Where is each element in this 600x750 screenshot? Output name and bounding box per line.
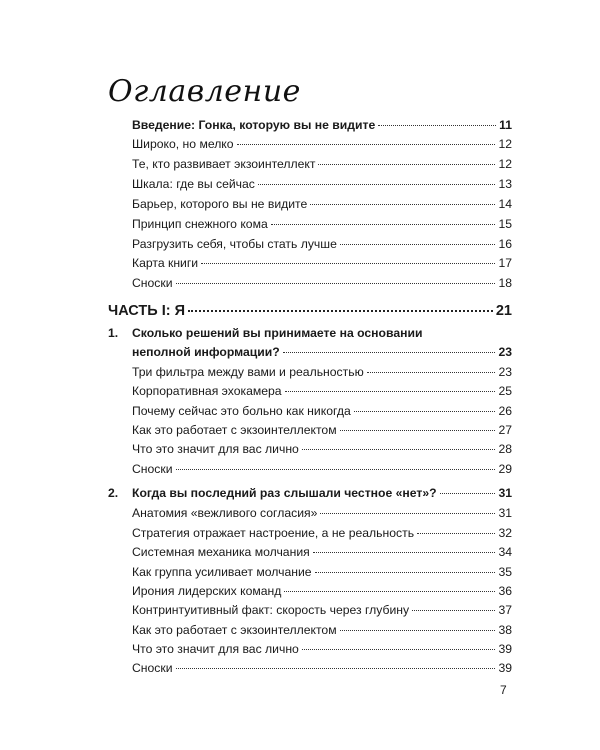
toc-entry-page: 35 — [498, 565, 512, 579]
toc-entry — [132, 660, 512, 676]
toc-entry — [132, 196, 512, 212]
toc-entry-page: 31 — [498, 506, 512, 520]
dot-leader — [285, 390, 496, 392]
toc-entry-title: Как это работает с экзоинтеллектом — [132, 623, 337, 637]
chapter-1-number: 1. — [108, 326, 119, 340]
toc-entry-title: Сноски — [132, 661, 173, 675]
toc-entry-title: Три фильтра между вами и реальностью — [132, 365, 364, 379]
dot-leader — [318, 163, 495, 165]
toc-entry-page: 39 — [498, 642, 512, 656]
toc-entry — [132, 641, 512, 657]
chapter-title: неполной информации? — [132, 345, 280, 359]
toc-entry-page: 38 — [498, 623, 512, 637]
dot-leader — [310, 203, 495, 205]
toc-entry-title: Сноски — [132, 276, 173, 290]
chapter-title: Когда вы последний раз слышали честное «нет»? — [132, 486, 437, 500]
chapter-2-title — [132, 485, 512, 501]
dot-leader — [176, 282, 496, 284]
chapter-title: Сколько решений вы принимаете на основании — [132, 326, 423, 340]
toc-entry — [132, 255, 512, 271]
toc-entry — [132, 544, 512, 560]
toc-entry — [132, 364, 512, 380]
dot-leader — [367, 371, 496, 373]
toc-entry-page: 39 — [498, 661, 512, 675]
toc-entry-title: Почему сейчас это больно как никогда — [132, 404, 351, 418]
toc-entry-page: 32 — [498, 526, 512, 540]
toc-entry-title: Корпоративная эхокамера — [132, 384, 282, 398]
dot-leader — [320, 512, 495, 514]
toc-entry-page: 26 — [498, 404, 512, 418]
toc-entry-title: Принцип снежного кома — [132, 217, 268, 231]
toc-entry-title: Как группа усиливает молчание — [132, 565, 312, 579]
toc-entry-title: Стратегия отражает настроение, а не реальность — [132, 526, 415, 540]
part-page: 21 — [495, 303, 512, 319]
toc-entry — [132, 564, 512, 580]
page-title: Оглавление — [108, 74, 301, 109]
toc-entry — [132, 216, 512, 232]
dot-leader — [354, 410, 496, 412]
toc-entry-page: 11 — [499, 118, 512, 132]
toc-entry-title: Разгрузить себя, чтобы стать лучше — [132, 237, 337, 251]
dot-leader — [176, 468, 496, 470]
toc-entry — [132, 383, 512, 399]
dot-leader — [283, 351, 496, 353]
chapter-2-number: 2. — [108, 486, 119, 500]
toc-entry-title: Сноски — [132, 462, 173, 476]
dot-leader — [440, 492, 496, 494]
toc-entry-title: Те, кто развивает экзоинтеллект — [132, 157, 316, 171]
toc-entry — [132, 461, 512, 477]
toc-entry-page: 29 — [498, 462, 512, 476]
toc-entry-page: 18 — [498, 276, 512, 290]
toc-entry-title: Системная механика молчания — [132, 545, 310, 559]
toc-entry-page: 16 — [498, 237, 512, 251]
toc-entry-page: 14 — [498, 197, 512, 211]
toc-part-1 — [108, 303, 512, 319]
dot-leader — [340, 629, 496, 631]
toc-entry — [132, 505, 512, 521]
toc-entry — [132, 156, 512, 172]
dot-leader — [237, 143, 496, 145]
toc-entry-intro — [132, 117, 512, 133]
toc-entry-title: Как это работает с экзоинтеллектом — [132, 423, 337, 437]
page-number: 7 — [500, 683, 507, 697]
toc-entry — [132, 422, 512, 438]
chapter-1-title-line1 — [132, 325, 512, 341]
toc-entry-title: Что это значит для вас лично — [132, 642, 299, 656]
toc-entry-page: 23 — [498, 365, 512, 379]
toc-entry — [132, 275, 512, 291]
toc-entry-page: 36 — [498, 584, 512, 598]
dot-leader — [271, 223, 496, 225]
dot-leader — [284, 590, 495, 592]
toc-entry-title: Введение: Гонка, которую вы не видите — [132, 118, 376, 132]
toc-entry-title: Шкала: где вы сейчас — [132, 177, 255, 191]
dot-leader — [340, 429, 496, 431]
toc-entry — [132, 403, 512, 419]
toc-entry-title: Что это значит для вас лично — [132, 442, 299, 456]
toc-entry-page: 13 — [498, 177, 512, 191]
toc-entry — [132, 176, 512, 192]
chapter-page: 23 — [498, 345, 512, 359]
toc-entry-title: Контринтуитивный факт: скорость через глубину — [132, 603, 410, 617]
toc-entry-page: 28 — [498, 442, 512, 456]
toc-entry — [132, 136, 512, 152]
toc-entry-page: 17 — [498, 256, 512, 270]
toc-entry-page: 27 — [498, 423, 512, 437]
toc-entry-page: 25 — [498, 384, 512, 398]
toc-entry-title: Широко, но мелко — [132, 137, 234, 151]
toc-entry-page: 15 — [498, 217, 512, 231]
toc-entry — [132, 441, 512, 457]
dot-leader — [188, 309, 493, 312]
toc-entry-page: 12 — [498, 157, 512, 171]
dot-leader — [201, 262, 495, 264]
dot-leader — [378, 124, 496, 126]
toc-entry — [132, 525, 512, 541]
dot-leader — [340, 243, 496, 245]
toc-entry-title: Карта книги — [132, 256, 199, 270]
dot-leader — [313, 551, 496, 553]
chapter-1-title-line2 — [132, 344, 512, 360]
toc-entry — [132, 622, 512, 638]
toc-entry — [132, 602, 512, 618]
toc-entry — [132, 236, 512, 252]
toc-entry-page: 12 — [498, 137, 512, 151]
toc-entry — [132, 583, 512, 599]
toc-entry-title: Барьер, которого вы не видите — [132, 197, 308, 211]
dot-leader — [412, 609, 495, 611]
dot-leader — [176, 667, 496, 669]
toc-entry-title: Ирония лидерских команд — [132, 584, 282, 598]
dot-leader — [258, 183, 496, 185]
dot-leader — [315, 571, 496, 573]
dot-leader — [302, 448, 496, 450]
toc-entry-page: 37 — [498, 603, 512, 617]
chapter-page: 31 — [498, 486, 512, 500]
dot-leader — [302, 648, 496, 650]
dot-leader — [417, 532, 495, 534]
toc-entry-page: 34 — [498, 545, 512, 559]
part-title: ЧАСТЬ I: Я — [108, 303, 186, 319]
toc-entry-title: Анатомия «вежливого согласия» — [132, 506, 318, 520]
